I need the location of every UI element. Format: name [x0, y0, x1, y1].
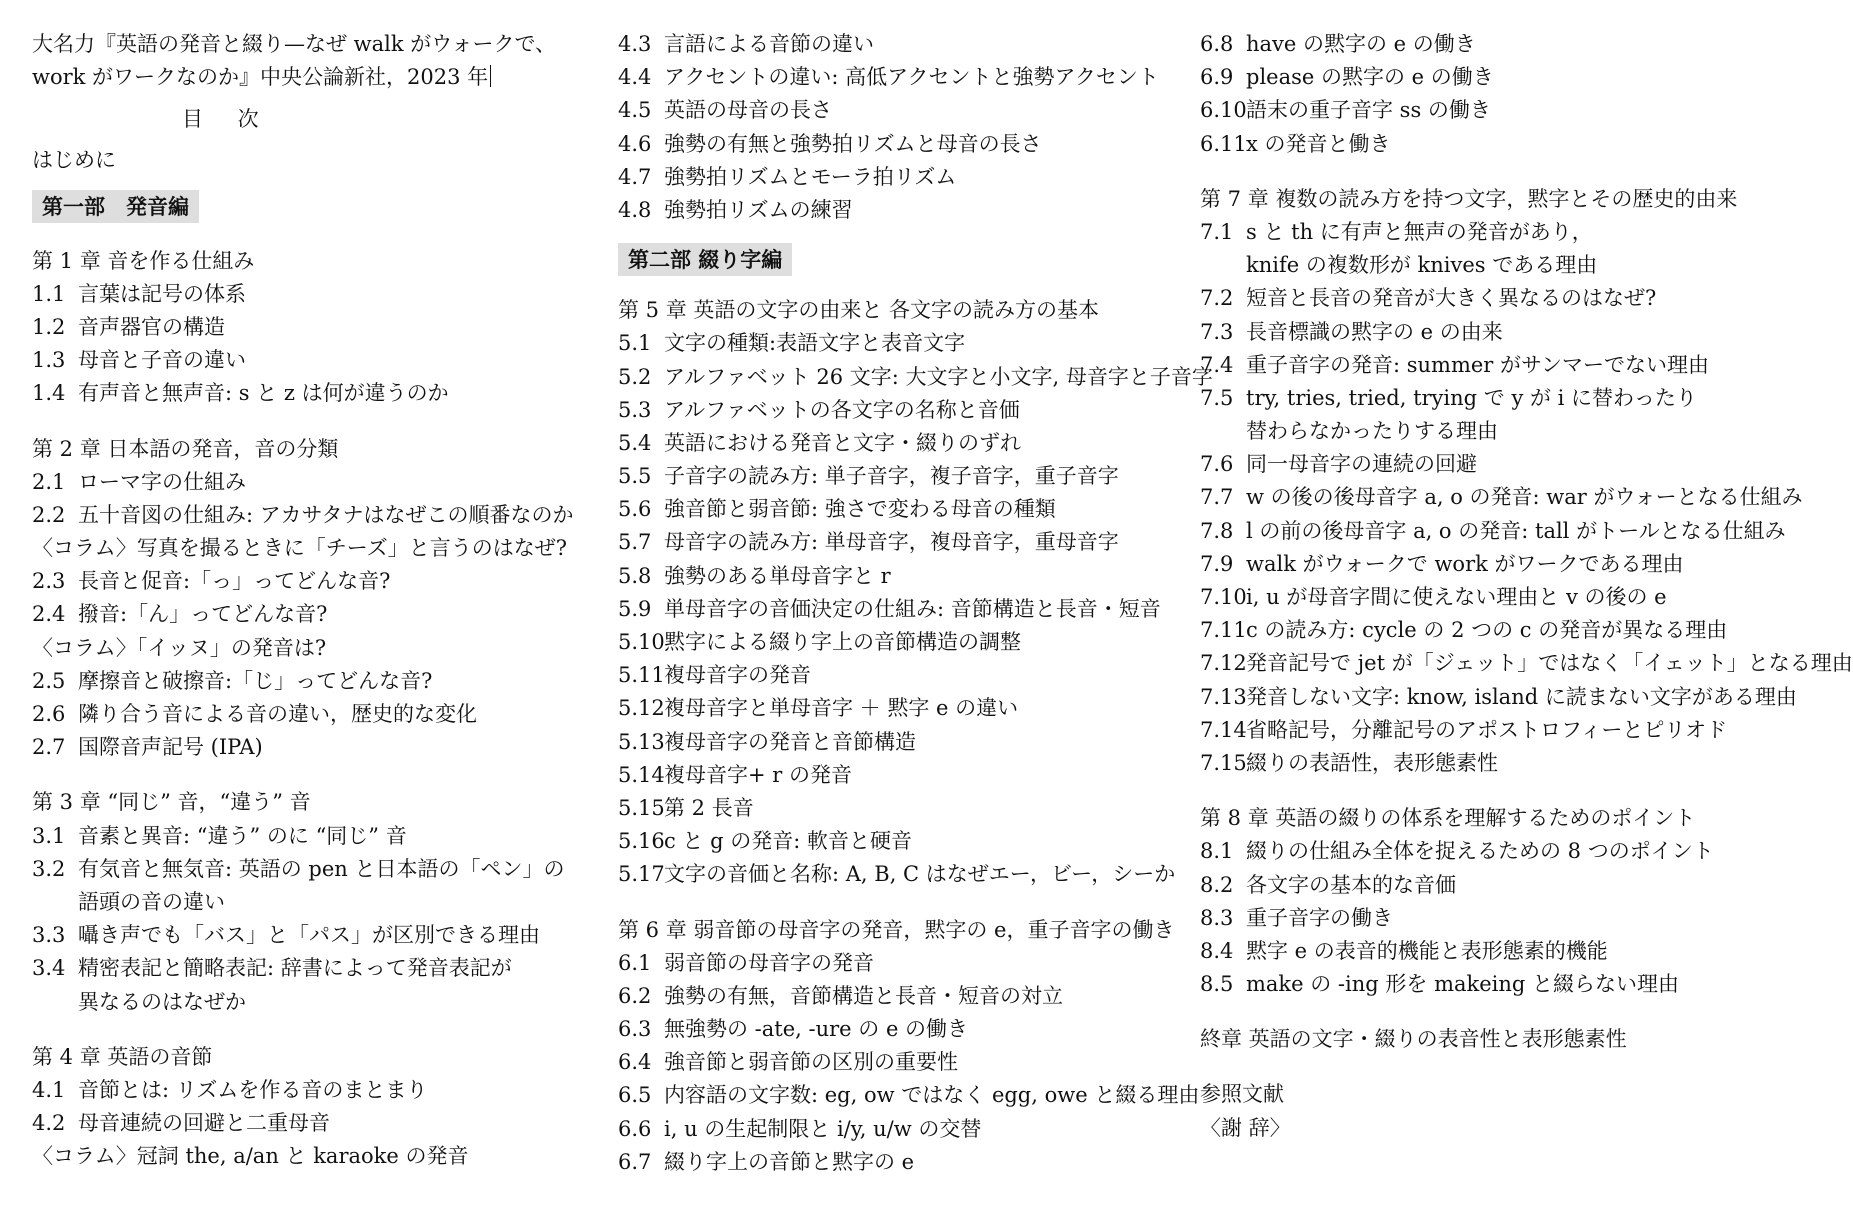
toc-entry — [1200, 128, 1780, 161]
section-number: 6.1 — [618, 950, 652, 975]
section-title: 短音と長音の発音が大きく異なるのはなぜ? — [1246, 286, 1657, 311]
toc-entry — [618, 394, 1188, 427]
toc-column-1 — [32, 28, 602, 1173]
section-number: 8.4 — [1200, 938, 1234, 963]
section-number: 4.3 — [618, 32, 652, 56]
section-number: 7.7 — [1200, 485, 1234, 510]
section-title: 無強勢の -ate, -ure の e の働き — [664, 1017, 969, 1042]
section-title: 国際音声記号 (IPA) — [78, 735, 263, 760]
toc-entry — [32, 886, 602, 919]
toc-entry — [618, 28, 1188, 61]
toc-entry — [1200, 316, 1780, 349]
section-number: 6.2 — [618, 983, 652, 1008]
book-title-line-2: work がワークなのか』中央公論新社，2023 年 — [32, 61, 602, 94]
toc-entry — [1200, 714, 1780, 747]
toc-entry — [32, 1140, 602, 1173]
section-number: 3.2 — [32, 856, 66, 881]
section-title: 精密表記と簡略表記: 辞書によって発音表記が — [78, 956, 512, 981]
section-title: 長音標識の黙字の e の由来 — [1246, 319, 1503, 344]
section-title: 強勢拍リズムの練習 — [664, 197, 853, 222]
section-title: w の後の後母音字 a, o の発音: war がウォーとなる仕組み — [1246, 485, 1803, 510]
section-title: アルファベットの各文字の名称と音価 — [664, 397, 1020, 422]
section-number: 4.8 — [618, 197, 652, 222]
chapter-heading: 第 4 章 英語の音節 — [32, 1044, 213, 1069]
section-number: 2.5 — [32, 668, 66, 693]
toc-entry — [618, 726, 1188, 759]
toc-entry — [618, 161, 1188, 194]
acknowledgements: 〈謝 辞〉 — [1200, 1115, 1291, 1140]
section-number: 6.3 — [618, 1017, 652, 1042]
chapter-8 — [1200, 802, 1780, 1001]
section-title: c と g の発音: 軟音と硬音 — [664, 829, 912, 854]
toc-entry — [1200, 94, 1780, 127]
chapter-heading: 第 7 章 複数の読み方を持つ文字，黙字とその歴史的由来 — [1200, 186, 1738, 211]
section-number: 5.11 — [618, 663, 665, 688]
section-title: 重子音字の働き — [1246, 905, 1393, 930]
section-title: 黙字 e の表音的機能と表形態素的機能 — [1246, 938, 1608, 963]
chapter-6-part-a — [618, 914, 1200, 1180]
section-number: 7.2 — [1200, 286, 1234, 311]
toc-entry — [32, 466, 602, 499]
section-number: 8.2 — [1200, 872, 1234, 897]
section-title: make の -ing 形を makeing と綴らない理由 — [1246, 972, 1680, 997]
toc-entry — [618, 128, 1188, 161]
section-title: x の発音と働き — [1246, 131, 1391, 156]
toc-entry — [32, 731, 602, 764]
section-title: 発音しない文字: know, island に読まない文字がある理由 — [1246, 684, 1797, 709]
section-title: 音声器官の構造 — [78, 314, 225, 339]
section-number: 7.5 — [1200, 385, 1234, 410]
section-number: 5.15 — [618, 795, 665, 820]
chapter-7 — [1200, 183, 1853, 780]
toc-entry — [618, 361, 1213, 394]
section-title: 有声音と無声音: s と z は何が違うのか — [78, 381, 449, 406]
intro-entry: はじめに — [32, 148, 116, 173]
chapter-heading: 第 5 章 英語の文字の由来と 各文字の読み方の基本 — [618, 298, 1100, 323]
section-title: 複母音字+ r の発音 — [664, 762, 852, 787]
section-number: 7.11 — [1200, 618, 1247, 643]
section-number: 7.3 — [1200, 319, 1234, 344]
toc-entry — [32, 665, 602, 698]
section-title: 異なるのはなぜか — [78, 989, 246, 1014]
section-number: 1.3 — [32, 348, 66, 373]
section-number: 6.6 — [618, 1116, 652, 1141]
section-title: 綴り字上の音節と黙字の e — [664, 1149, 915, 1174]
chapter-heading: 第 8 章 英語の綴りの体系を理解するためのポイント — [1200, 806, 1696, 831]
section-number: 5.1 — [618, 331, 652, 356]
section-number: 7.1 — [1200, 219, 1234, 244]
section-title: 子音字の読み方: 単子音字，複子音字，重子音字 — [664, 464, 1119, 489]
toc-entry — [618, 61, 1188, 94]
toc-entry — [618, 1146, 1188, 1179]
section-title: 強勢の有無と強勢拍リズムと母音の長さ — [664, 131, 1042, 156]
toc-entry — [32, 820, 602, 853]
section-number: 8.1 — [1200, 839, 1234, 864]
toc-entry — [618, 493, 1188, 526]
section-title: 母音と子音の違い — [78, 348, 246, 373]
toc-column-3 — [1200, 28, 1853, 1145]
section-title: ローマ字の仕組み — [78, 469, 246, 494]
section-title: 各文字の基本的な音価 — [1246, 872, 1456, 897]
section-title: 複母音字と単母音字 ＋ 黙字 e の違い — [664, 696, 1019, 721]
toc-entry — [618, 692, 1188, 725]
section-title: 囁き声でも「バス」と「パス」が区別できる理由 — [78, 923, 540, 948]
section-number: 7.14 — [1200, 717, 1247, 742]
section-title: 弱音節の母音字の発音 — [664, 950, 874, 975]
toc-entry — [1200, 28, 1780, 61]
toc-entry — [1200, 349, 1780, 382]
section-title: knife の複数形が knives である理由 — [1246, 253, 1598, 278]
toc-entry — [618, 1013, 1188, 1046]
section-title: 強音節と弱音節: 強さで変わる母音の種類 — [664, 497, 1056, 522]
section-number: 2.6 — [32, 702, 66, 727]
section-number: 7.9 — [1200, 551, 1234, 576]
section-number: 5.12 — [618, 696, 665, 721]
toc-entry — [32, 698, 602, 731]
toc-entry — [32, 1074, 602, 1107]
toc-entry — [618, 460, 1188, 493]
section-title: 文字の種類:表語文字と表音文字 — [664, 331, 966, 356]
section-title: 隣り合う音による音の違い，歴史的な変化 — [78, 702, 477, 727]
section-number: 3.1 — [32, 823, 66, 848]
toc-entry — [1200, 968, 1780, 1001]
toc-entry — [1200, 935, 1780, 968]
toc-entry — [32, 344, 602, 377]
toc-entry — [32, 919, 602, 952]
section-number: 6.11 — [1200, 131, 1247, 156]
toc-heading: 目 次 — [182, 107, 273, 132]
chapter-heading: 第 6 章 弱音節の母音字の発音，黙字の e，重子音字の働き — [618, 917, 1175, 942]
section-title: 単母音字の音価決定の仕組み: 音節構造と長音・短音 — [664, 596, 1161, 621]
section-title: 〈コラム〉写真を撮るときに「チーズ」と言うのはなぜ? — [32, 536, 567, 561]
toc-entry — [32, 853, 602, 886]
section-title: 母音連続の回避と二重母音 — [78, 1111, 330, 1136]
chapter-1 — [32, 245, 602, 411]
section-number: 6.8 — [1200, 32, 1234, 56]
section-number: 5.9 — [618, 596, 652, 621]
toc-entry — [618, 327, 1188, 360]
section-title: 強音節と弱音節の区別の重要性 — [664, 1050, 958, 1075]
toc-entry — [1200, 415, 1780, 448]
toc-entry — [32, 532, 602, 565]
toc-entry — [618, 560, 1188, 593]
section-title: アルファベット 26 文字: 大文字と小文字, 母音字と子音字 — [664, 364, 1213, 389]
section-number: 5.7 — [618, 530, 652, 555]
section-title: 音素と異音: “違う” のに “同じ” 音 — [78, 823, 407, 848]
toc-entry — [618, 1046, 1188, 1079]
section-title: 母音字の読み方: 単母音字，複母音字，重母音字 — [664, 530, 1119, 555]
chapter-4-part-a — [32, 1041, 602, 1174]
toc-entry — [1200, 282, 1780, 315]
section-number: 5.17 — [618, 862, 665, 887]
section-number: 6.9 — [1200, 65, 1234, 90]
chapter-5 — [618, 294, 1213, 891]
chapter-2 — [32, 433, 602, 765]
section-number: 5.8 — [618, 563, 652, 588]
chapter-3 — [32, 786, 602, 1018]
toc-entry — [1200, 647, 1853, 680]
section-title: 〈コラム〉「イッヌ」の発音は? — [32, 635, 327, 660]
toc-entry — [1200, 581, 1780, 614]
section-number: 7.12 — [1200, 651, 1247, 676]
section-title: 言葉は記号の体系 — [78, 281, 246, 306]
book-title-line-1: 大名力『英語の発音と綴り—なぜ walk がウォークで、 — [32, 32, 557, 56]
section-number: 7.8 — [1200, 518, 1234, 543]
section-title: i, u の生起制限と i/y, u/w の交替 — [664, 1116, 982, 1141]
section-title: c の読み方: cycle の 2 つの c の発音が異なる理由 — [1246, 618, 1728, 643]
section-title: 複母音字の発音と音節構造 — [664, 729, 916, 754]
toc-entry — [32, 499, 602, 532]
section-number: 5.10 — [618, 630, 665, 654]
section-title: 語末の重子音字 ss の働き — [1246, 98, 1491, 123]
toc-column-2 — [618, 28, 1213, 1179]
section-title: s と th に有声と無声の発音があり， — [1246, 219, 1593, 244]
chapter-heading: 第 3 章 “同じ” 音，“違う” 音 — [32, 790, 311, 815]
toc-entry — [618, 427, 1188, 460]
section-title: 強勢のある単母音字と r — [664, 563, 891, 588]
section-number: 5.3 — [618, 397, 652, 422]
section-number: 4.6 — [618, 131, 652, 156]
section-title: i, u が母音字間に使えない理由と v の後の e — [1246, 585, 1667, 609]
toc-entry — [32, 986, 602, 1019]
toc-entry — [32, 377, 602, 410]
section-number: 3.4 — [32, 956, 66, 981]
section-number: 1.2 — [32, 314, 66, 339]
final-chapter: 終章 英語の文字・綴りの表音性と表形態素性 — [1200, 1027, 1627, 1052]
toc-entry — [1200, 614, 1780, 647]
toc-entry — [32, 598, 602, 631]
text-cursor — [490, 65, 491, 87]
section-number: 6.4 — [618, 1050, 652, 1075]
chapter-6-part-b — [1200, 28, 1780, 161]
section-title: 有気音と無気音: 英語の pen と日本語の「ペン」の — [78, 856, 565, 881]
section-title: 言語による音節の違い — [664, 32, 874, 56]
toc-entry — [618, 1113, 1188, 1146]
section-title: 複母音字の発音 — [664, 663, 811, 688]
section-number: 5.6 — [618, 497, 652, 522]
part-1-label: 第一部 発音編 — [32, 190, 199, 223]
section-title: 重子音字の発音: summer がサンマーでない理由 — [1246, 352, 1709, 377]
toc-entry — [1200, 515, 1786, 548]
toc-entry — [1200, 448, 1780, 481]
section-number: 5.14 — [618, 762, 665, 787]
toc-entry — [32, 1107, 602, 1140]
section-title: 長音と促音:「っ」ってどんな音? — [78, 569, 391, 594]
toc-entry — [1200, 382, 1780, 415]
toc-entry — [618, 759, 1188, 792]
section-number: 8.5 — [1200, 972, 1234, 997]
section-title: アクセントの違い: 高低アクセントと強勢アクセント — [664, 65, 1159, 90]
toc-entry — [1200, 835, 1780, 868]
toc-entry — [618, 825, 1188, 858]
section-number: 1.4 — [32, 381, 66, 406]
toc-entry — [618, 94, 1188, 127]
toc-entry — [618, 659, 1188, 692]
section-number: 1.1 — [32, 281, 66, 306]
section-title: 替わらなかったりする理由 — [1246, 419, 1498, 444]
section-title: 撥音:「ん」ってどんな音? — [78, 602, 328, 627]
section-number: 6.5 — [618, 1083, 652, 1108]
section-title: 音節とは: リズムを作る音のまとまり — [78, 1077, 428, 1102]
section-number: 2.4 — [32, 602, 66, 627]
toc-entry — [618, 593, 1188, 626]
section-number: 4.1 — [32, 1077, 66, 1102]
toc-entry — [618, 858, 1188, 891]
section-number: 6.7 — [618, 1149, 652, 1174]
toc-entry — [1200, 869, 1780, 902]
section-number: 7.13 — [1200, 684, 1247, 709]
toc-entry — [618, 1079, 1200, 1112]
toc-entry — [618, 947, 1188, 980]
toc-entry — [618, 194, 1188, 227]
section-title: 語頭の音の違い — [78, 889, 225, 914]
section-title: l の前の後母音字 a, o の発音: tall がトールとなる仕組み — [1246, 518, 1786, 543]
toc-entry — [1200, 481, 1803, 514]
section-title: 英語の母音の長さ — [664, 98, 832, 123]
section-number: 7.4 — [1200, 352, 1234, 377]
toc-entry — [618, 626, 1188, 659]
section-title: 文字の音価と名称: A, B, C はなぜエー，ビー，シーか — [664, 862, 1176, 887]
toc-entry — [32, 952, 602, 985]
toc-entry — [32, 311, 602, 344]
section-title: 英語における発音と文字・綴りのずれ — [664, 430, 1021, 455]
section-title: 摩擦音と破擦音:「じ」ってどんな音? — [78, 668, 433, 693]
section-number: 5.16 — [618, 829, 665, 854]
chapter-4-part-b — [618, 28, 1188, 227]
toc-entry — [1200, 548, 1780, 581]
section-number: 2.1 — [32, 469, 66, 494]
section-title: have の黙字の e の働き — [1246, 32, 1476, 56]
section-title: 省略記号，分離記号のアポストロフィーとピリオド — [1246, 717, 1728, 742]
toc-entry — [1200, 61, 1780, 94]
section-number: 5.2 — [618, 364, 652, 389]
toc-entry — [32, 565, 602, 598]
section-number: 4.7 — [618, 164, 652, 189]
section-title: 内容語の文字数: eg, ow ではなく egg, owe と綴る理由 — [664, 1083, 1200, 1108]
toc-entry — [618, 980, 1188, 1013]
section-number: 5.13 — [618, 729, 665, 754]
section-title: 黙字による綴り字上の音節構造の調整 — [664, 630, 1021, 654]
toc-entry — [1200, 902, 1780, 935]
section-title: 綴りの仕組み全体を捉えるための 8 つのポイント — [1246, 839, 1714, 864]
toc-entry — [32, 632, 602, 665]
toc-entry — [618, 526, 1188, 559]
section-title: 〈コラム〉冠詞 the, a/an と karaoke の発音 — [32, 1144, 469, 1169]
section-title: 発音記号で jet が「ジェット」ではなく「イェット」となる理由 — [1246, 651, 1853, 676]
section-number: 2.2 — [32, 502, 66, 527]
section-title: 同一母音字の連続の回避 — [1246, 452, 1477, 477]
section-number: 7.15 — [1200, 750, 1247, 775]
section-number: 5.4 — [618, 430, 652, 455]
section-number: 5.5 — [618, 464, 652, 489]
section-number: 3.3 — [32, 923, 66, 948]
section-number: 2.3 — [32, 569, 66, 594]
section-number: 4.5 — [618, 98, 652, 123]
section-number: 7.10 — [1200, 585, 1247, 609]
toc-entry — [1200, 249, 1780, 282]
section-title: 強勢拍リズムとモーラ拍リズム — [664, 164, 957, 189]
section-title: walk がウォークで work がワークである理由 — [1246, 551, 1684, 576]
toc-entry — [1200, 747, 1780, 780]
references: 参照文献 — [1200, 1082, 1284, 1107]
section-title: 綴りの表語性，表形態素性 — [1246, 750, 1498, 775]
section-number: 4.4 — [618, 65, 652, 90]
section-number: 7.6 — [1200, 452, 1234, 477]
part-2-label: 第二部 綴り字編 — [618, 243, 792, 276]
toc-entry — [1200, 216, 1780, 249]
section-title: 第 2 長音 — [664, 795, 754, 820]
section-number: 2.7 — [32, 735, 66, 760]
chapter-heading: 第 2 章 日本語の発音，音の分類 — [32, 436, 339, 461]
chapter-heading: 第 1 章 音を作る仕組み — [32, 248, 255, 273]
section-title: 五十音図の仕組み: アカサタナはなぜこの順番なのか — [78, 502, 574, 527]
toc-entry — [618, 792, 1188, 825]
section-title: try, tries, tried, trying で y が i に替わったり — [1246, 385, 1697, 410]
toc-entry — [1200, 681, 1797, 714]
toc-entry — [32, 278, 602, 311]
section-title: 強勢の有無，音節構造と長音・短音の対立 — [664, 983, 1063, 1008]
section-number: 4.2 — [32, 1111, 66, 1136]
section-title: please の黙字の e の働き — [1246, 65, 1494, 90]
section-number: 8.3 — [1200, 905, 1234, 930]
section-number: 6.10 — [1200, 98, 1247, 123]
